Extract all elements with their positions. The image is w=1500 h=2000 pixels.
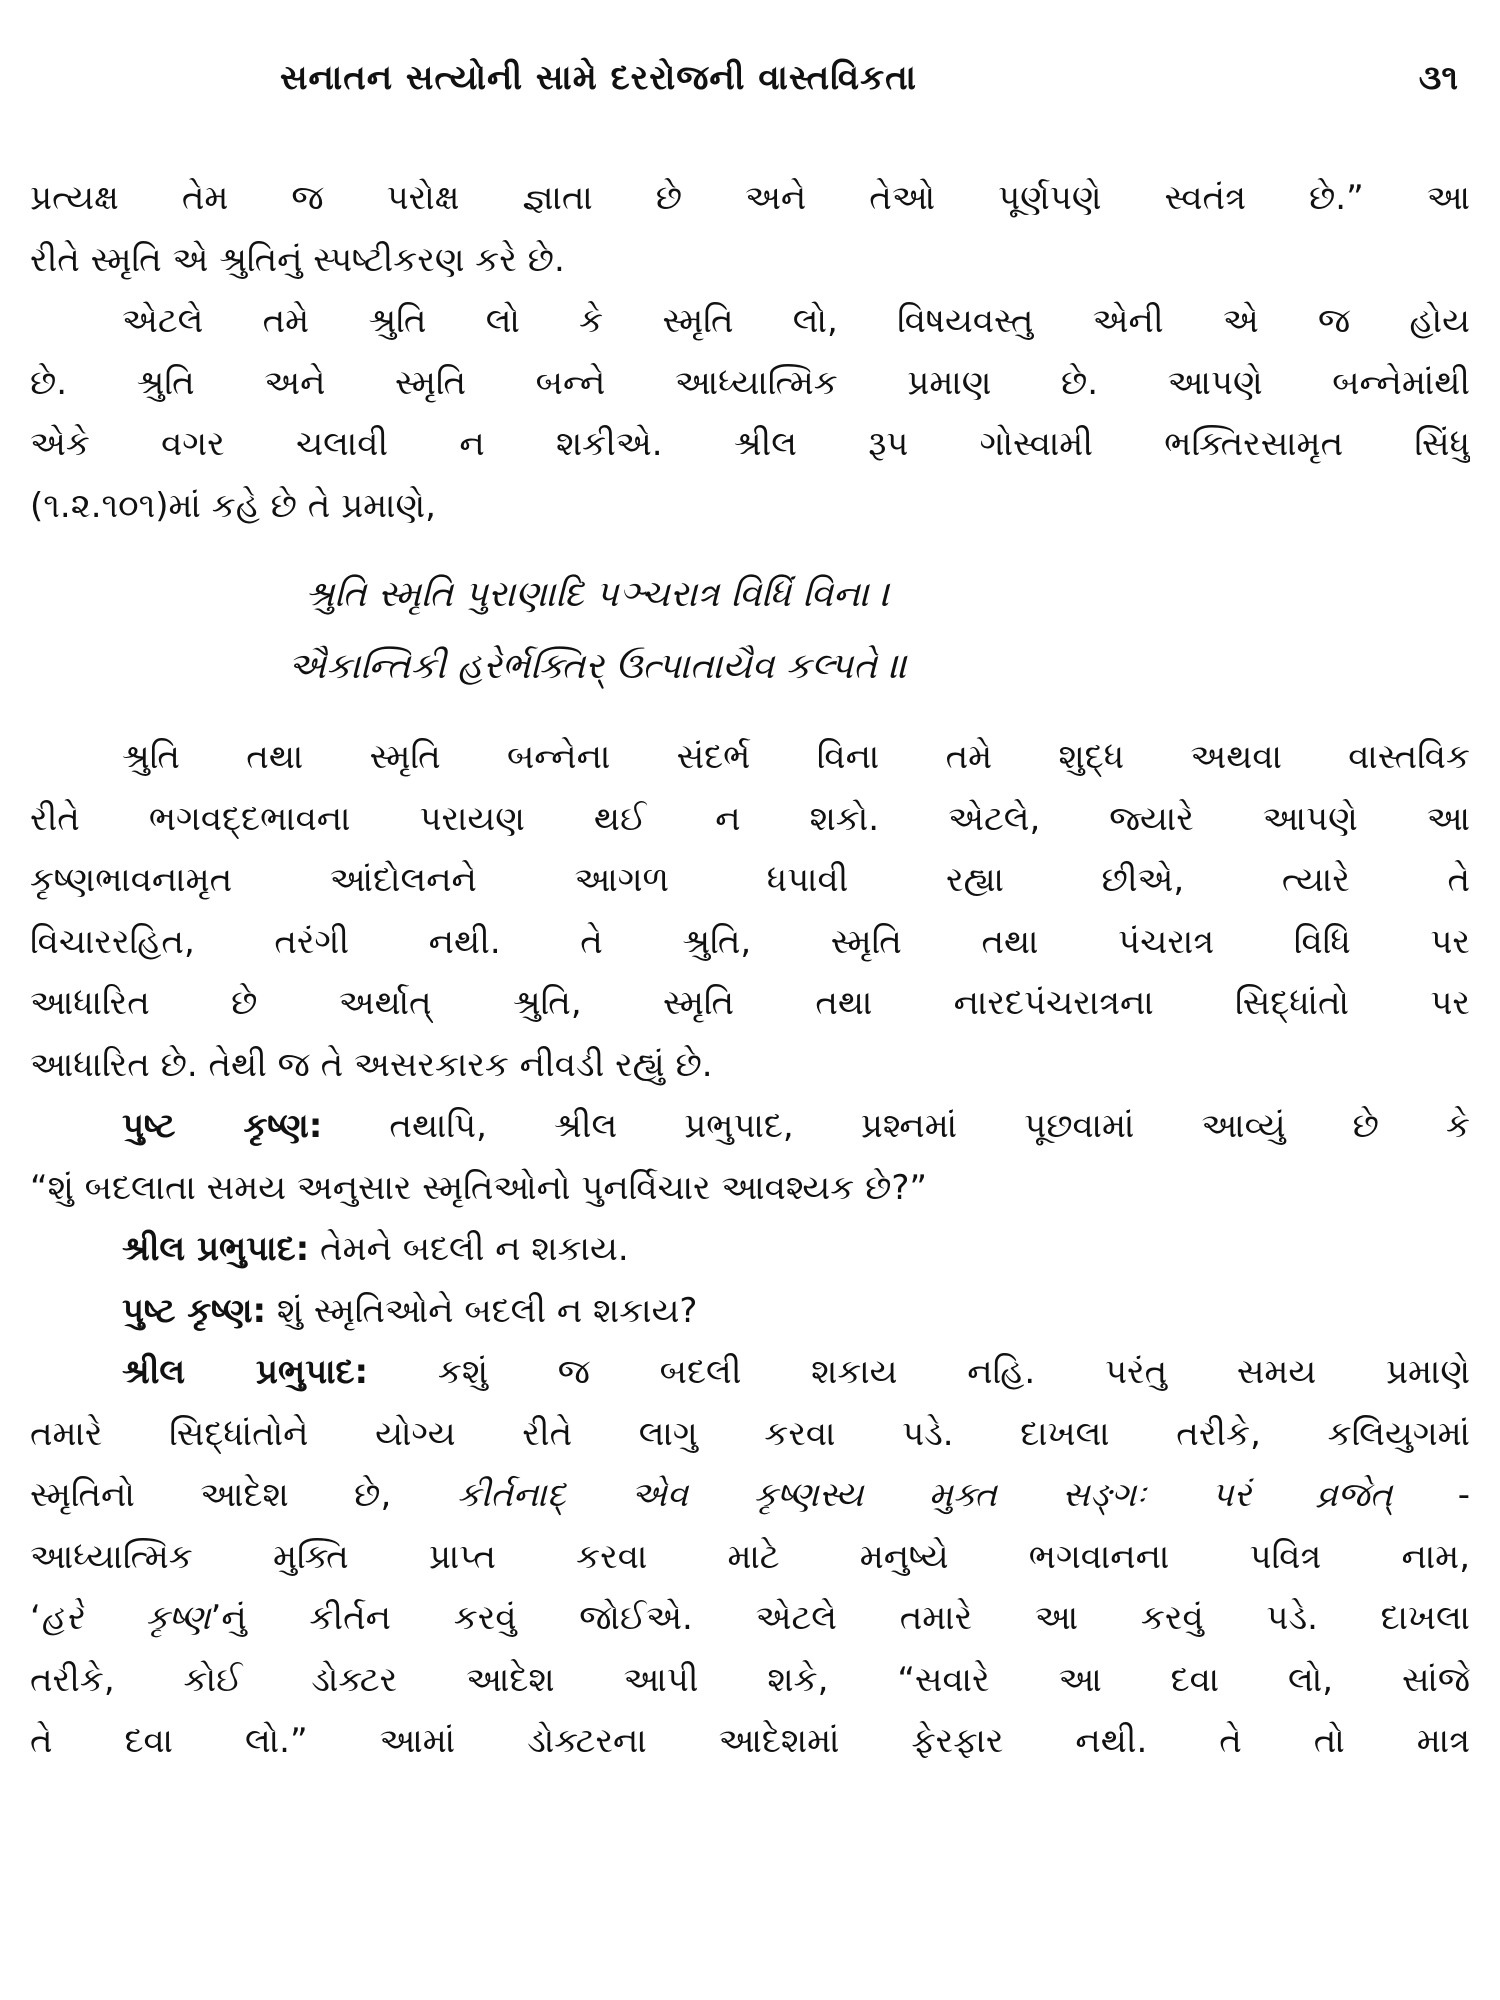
dialogue-text: શું સ્મૃતિઓને બદલી ન શકાય?: [266, 1290, 698, 1331]
dialogue-line: [30, 1588, 1470, 1650]
page-number: ૩૧: [1418, 58, 1458, 98]
text-line: કૃષ્ણભાવનામૃત આંદોલનને આગળ ધપાવી રહ્યા છીએ, ત્યારે તે: [30, 860, 1470, 900]
text-line: (૧.૨.૧૦૧)માં કહે છે તે પ્રમાણે,: [30, 485, 436, 526]
verse-line: શ્રુતિ સ્મૃતિ પુરાણાદિ પઞ્ચરાત્ર વિધિં વિના ।: [305, 574, 890, 615]
text-line: વિચારરહિત, તરંગી નથી. તે શ્રુતિ, સ્મૃતિ તથા પંચરાત્ર વિધિ પર: [30, 921, 1470, 962]
dialogue-line: [30, 1219, 1470, 1281]
speaker-name: શ્રીલ પ્રભુપાદ:: [122, 1352, 369, 1392]
dialogue-line: તરીકે, કોઈ ડોક્ટર આદેશ આપી શકે, “સવારે આ દવા લો, સાંજે: [30, 1659, 1470, 1700]
dialogue-line: “શું બદલાતા સમય અનુસાર સ્મૃતિઓનો પુનર્વિચાર આવશ્યક છે?”: [30, 1167, 928, 1208]
dialogue-line: [30, 1096, 1470, 1158]
quoted-mantra: હરે કૃષ્ણ: [40, 1598, 211, 1638]
text-line: છે. શ્રુતિ અને સ્મૃતિ બન્ને આધ્યાત્મિક પ્રમાણ છે. આપણે બન્નેમાંથી: [30, 362, 1470, 403]
dialogue-line: તે દવા લો.” આમાં ડોક્ટરના આદેશમાં ફેરફાર નથી. તે તો માત્ર: [30, 1721, 1470, 1761]
book-page: [30, 0, 1470, 2000]
body-text: [30, 168, 1470, 1773]
text-line: પ્રત્યક્ષ તેમ જ પરોક્ષ જ્ઞાતા છે અને તેઓ પૂર્ણપણે સ્વતંત્ર છે.” આ: [30, 178, 1470, 218]
dialogue-text: -: [1392, 1475, 1470, 1515]
dialogue-text: તેમને બદલી ન શકાય.: [309, 1229, 629, 1269]
dialogue-text: સ્મૃતિનો આદેશ છે,: [30, 1475, 457, 1515]
dialogue-line: [30, 1281, 1470, 1343]
quoted-verse: કીર્તનાદ્ એવ કૃષ્ણસ્ય મુક્ત સઙ્ગઃ પરં વ્રજેત્: [456, 1475, 1393, 1515]
text-line: આધારિત છે અર્થાત્ શ્રુતિ, સ્મૃતિ તથા નારદપંચરાત્રના સિદ્ધાંતો પર: [30, 983, 1470, 1023]
dialogue-text: ’નું કીર્તન કરવું જોઈએ. એટલે તમારે આ કરવું પડે. દાખલા: [210, 1598, 1470, 1638]
speaker-name: પુષ્ટ કૃષ્ણ:: [122, 1290, 267, 1331]
dialogue-text: ‘: [30, 1598, 41, 1638]
dialogue-line: [30, 1465, 1470, 1527]
text-line: એટલે તમે શ્રુતિ લો કે સ્મૃતિ લો, વિષયવસ્તુ એની એ જ હોય: [122, 301, 1470, 341]
text-line: આધારિત છે. તેથી જ તે અસરકારક નીવડી રહ્યું છે.: [30, 1044, 713, 1085]
speaker-name: પુષ્ટ કૃષ્ણ:: [122, 1106, 323, 1146]
sanskrit-verse: [30, 537, 1470, 727]
text-line: શ્રુતિ તથા સ્મૃતિ બન્નેના સંદર્ભ વિના તમે શુદ્ધ અથવા વાસ્તવિક: [122, 737, 1470, 777]
text-line: એકે વગર ચલાવી ન શકીએ. શ્રીલ રૂપ ગોસ્વામી ભક્તિરસામૃત સિંધુ: [30, 424, 1470, 464]
dialogue-text: તથાપિ, શ્રીલ પ્રભુપાદ, પ્રશ્નમાં પૂછવામાં આવ્યું છે કે: [322, 1106, 1470, 1146]
dialogue-line: તમારે સિદ્ધાંતોને યોગ્ય રીતે લાગુ કરવા પડે. દાખલા તરીકે, કલિયુગમાં: [30, 1413, 1470, 1454]
text-line: રીતે ભગવદ્દભાવના પરાયણ થઈ ન શકો. એટલે, જ્યારે આપણે આ: [30, 798, 1470, 839]
dialogue-line: [30, 1342, 1470, 1404]
speaker-name: શ્રીલ પ્રભુપાદ:: [122, 1229, 310, 1269]
dialogue-text: કશું જ બદલી શકાય નહિ. પરંતુ સમય પ્રમાણે: [368, 1352, 1470, 1392]
running-head: [30, 58, 1470, 118]
dialogue-line: આધ્યાત્મિક મુક્તિ પ્રાપ્ત કરવા માટે મનુષ્યે ભગવાનના પવિત્ર નામ,: [30, 1536, 1470, 1577]
text-line: રીતે સ્મૃતિ એ શ્રુતિનું સ્પષ્ટીકરણ કરે છે.: [30, 239, 565, 280]
running-head-title: સનાતન સત્યોની સામે દરરોજની વાસ્તવિકતા: [280, 58, 917, 98]
verse-line: ઐકાન્તિકી હરેર્ભક્તિર્ ઉત્પાતાયૈવ કલ્પતે ॥: [288, 646, 908, 687]
